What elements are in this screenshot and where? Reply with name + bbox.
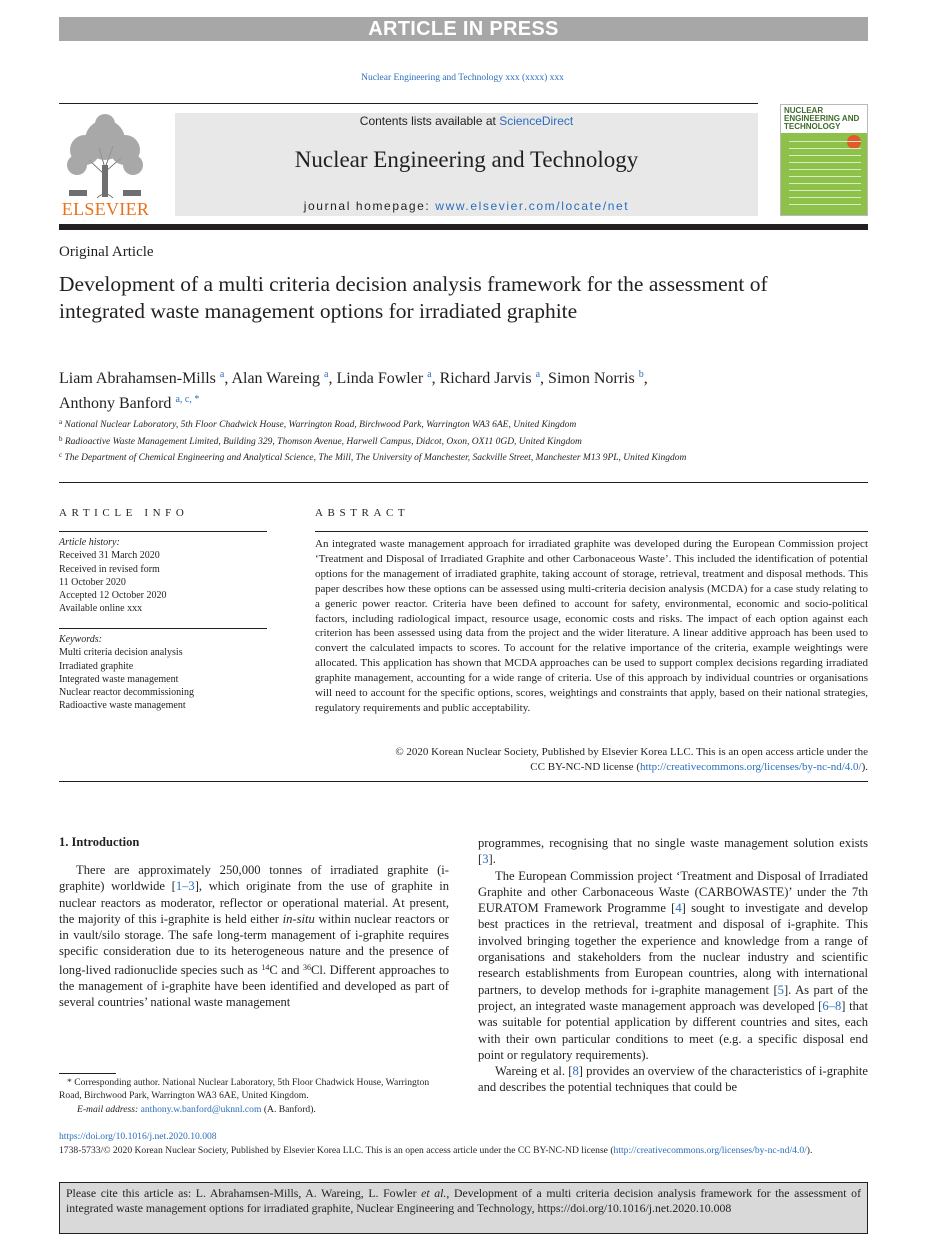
homepage-line xyxy=(175,199,758,213)
article-info-heading: ARTICLE INFO xyxy=(59,507,189,519)
keyword-item: Radioactive waste management xyxy=(59,700,186,712)
text-run: Cl. Different approaches to the management of i-graphite have been identified and developed as part of several countries’ national waste management xyxy=(59,962,449,1010)
keywords xyxy=(59,633,267,713)
author-name[interactable]: Linda Fowler xyxy=(336,370,424,387)
doi-url[interactable]: https://doi.org/10.1016/j.net.2020.10.008 xyxy=(59,1131,217,1142)
contents-line xyxy=(175,114,758,128)
cover-title: NUCLEAR ENGINEERING AND TECHNOLOGY xyxy=(784,106,860,131)
author-name[interactable]: Richard Jarvis xyxy=(439,370,532,387)
info-rule xyxy=(59,531,267,532)
history-line: Received 31 March 2020 xyxy=(59,550,160,562)
text-run: ] that was suitable for potential application by different countries and sites, each with their own particular conditions to meet (e.g. a specific disposal end point or regulatory requirements). xyxy=(478,998,868,1062)
superscript: 36 xyxy=(302,962,311,972)
citation-link[interactable]: 5 xyxy=(777,982,784,997)
article-title: Development of a multi criteria decision analysis framework for the assessment of integrated waste management options for irradiated graphite xyxy=(59,272,768,323)
header-bottom-rule xyxy=(59,224,868,230)
author-affiliation-mark[interactable]: a xyxy=(535,369,541,380)
sciencedirect-link[interactable]: ScienceDirect xyxy=(499,114,574,128)
text-run: The European Commission project ‘Treatment and Disposal of Irradiated Graphite and other Carbonaceous Waste (CARBOWASTE)’ under the 7th EURATOM Framework Programme [ xyxy=(478,868,868,916)
author-name[interactable]: Simon Norris xyxy=(548,370,635,387)
text-run: Wareing et al. [ xyxy=(495,1064,573,1079)
footnote-email-line xyxy=(59,1103,449,1116)
citation-link[interactable]: 4 xyxy=(675,901,682,916)
author-list: Liam Abrahamsen-Mills $^a$, Alan Wareing $^a$, Linda Fowler $^a$, Richard Jarvis $^a$, Simon Norris $^b$, Anthony Banford $^{a, c, *}$ xyxy=(59,369,648,412)
author-affiliation-mark[interactable]: a xyxy=(427,369,432,380)
copyright-end: ). xyxy=(861,760,868,773)
text-run: ] provides an overview of the characteristics of i-graphite and describes the potential techniques that could be xyxy=(478,1064,869,1095)
citation-link[interactable]: 8 xyxy=(572,1064,579,1079)
affiliation-item xyxy=(59,433,759,450)
journal-title: Nuclear Engineering and Technology xyxy=(294,147,639,172)
cover-toc-lines xyxy=(789,141,861,211)
text-run: ]. xyxy=(488,852,496,867)
corresponding-author-footnote xyxy=(59,1076,449,1116)
issn-suffix: ). xyxy=(806,1145,813,1156)
abstract-copyright xyxy=(315,745,868,775)
intro-paragraph-3 xyxy=(478,1063,868,1096)
article-history xyxy=(59,536,267,616)
text-run: programmes, recognising that no single waste management solution exists [ xyxy=(478,836,868,867)
article-in-press-banner: ARTICLE IN PRESS xyxy=(59,17,868,41)
keyword-item: Irradiated graphite xyxy=(59,660,134,672)
keyword-item: Multi criteria decision analysis xyxy=(59,647,183,659)
citation-link[interactable]: 6–8 xyxy=(822,998,842,1013)
issn-license-line xyxy=(59,1144,868,1157)
history-line: 11 October 2020 xyxy=(59,576,126,588)
copyright-line-2 xyxy=(315,760,868,775)
issn-license-link[interactable]: http://creativecommons.org/licenses/by-nc-nd/4.0/ xyxy=(613,1145,807,1156)
affiliation-item xyxy=(59,449,759,466)
abstract-text: An integrated waste management approach for irradiated graphite was developed during the European Commission project ‘Treatment and Disposal of Irradiated Graphite and other Carbonaceous Waste’. This included the identification of potential options for the management of irradiated graphite, taking account of storage, retrieval, treatment and disposal methods. This paper describes how these options can be assessed using multi-criteria decision analysis (MCDA) for a case study relating to a generic power reactor. Criteria have been defined to account for safety, environmental, economic and socio-political factors, including radiological impact, resource usage, economic costs and risks. The impact of each option against each criterion has been assessed using data from the project and the wider literature. A linear additive approach has been used to convert the calculated impacts to scores. To account for the relative importance of the criteria, example weightings were allocated. This application has shown that MCDA approaches can be used to support complex decisions regarding irradiated graphite management, accounting for a wide range of criteria. Use of this approach by individual countries or organisations will need to account for the specific options, scores, weightings and constraints that apply, based on their national strategies, regulatory requirements and public acceptability. xyxy=(315,538,868,714)
citation-link[interactable]: 3 xyxy=(482,852,489,867)
copyright-prefix: CC BY-NC-ND license ( xyxy=(530,760,640,773)
author-affiliation-mark[interactable]: b xyxy=(638,369,644,380)
license-link[interactable]: http://creativecommons.org/licenses/by-nc-nd/4.0/ xyxy=(639,760,862,773)
keyword-item: Integrated waste management xyxy=(59,673,179,685)
author-affiliation-mark[interactable]: a, c, * xyxy=(175,394,200,405)
footnote-rule xyxy=(59,1073,116,1074)
cite-etal: et al. xyxy=(421,1186,447,1200)
rule-abstract-bottom xyxy=(59,781,868,782)
history-label: Article history: xyxy=(59,537,120,548)
text-run: C and xyxy=(269,962,303,977)
cite-prefix: Please cite this article as: L. Abrahamsen-Mills, A. Wareing, L. Fowler xyxy=(66,1186,422,1200)
affiliation-key: b xyxy=(59,434,63,443)
email-label: E-mail address: xyxy=(77,1103,141,1115)
author-affiliation-mark[interactable]: a xyxy=(324,369,329,380)
affiliation-key: a xyxy=(59,418,63,426)
affiliation-key: c xyxy=(59,451,63,459)
abstract-rule xyxy=(315,531,868,532)
history-line: Available online xxx xyxy=(59,603,143,615)
journal-header-box xyxy=(175,113,758,216)
intro-paragraph-1 xyxy=(59,862,449,1011)
author-name[interactable]: Liam Abrahamsen-Mills xyxy=(59,370,216,387)
intro-paragraph-2 xyxy=(478,868,868,1064)
keyword-item: Nuclear reactor decommissioning xyxy=(59,687,194,699)
copyright-line-1: © 2020 Korean Nuclear Society, Published by Elsevier Korea LLC. This is an open access article under the xyxy=(395,746,868,758)
affiliations xyxy=(59,416,759,466)
superscript: 14 xyxy=(261,962,270,972)
keywords-rule xyxy=(59,628,267,629)
history-line: Accepted 12 October 2020 xyxy=(59,590,167,602)
affiliation-text: National Nuclear Laboratory, 5th Floor Chadwick House, Warrington Road, Birchwood Park, Warrington WA3 6AE, United Kingdom xyxy=(64,420,577,430)
issn-prefix: 1738-5733/© 2020 Korean Nuclear Society, Published by Elsevier Korea LLC. This is an open access article under the CC BY-NC-ND license ( xyxy=(59,1145,614,1156)
text-run: ] sought to investigate and develop best practices in the retrieval, treatment and disposal of i-graphite. This involved bringing together the experience and knowledge from a range of organisations and stakeholders from the nuclear industry and scientific research establishments from European countries, along with international partners, to develop methods for i-graphite management [ xyxy=(478,901,868,997)
journal-reference[interactable]: Nuclear Engineering and Technology xxx (xxxx) xxx xyxy=(361,73,564,83)
text-run: within nuclear reactors or in vault/silo storage. The safe long-term management of i-graphite requires specific consideration due to its heterogeneous nature and the presence of long-lived radionuclide species such as xyxy=(59,911,449,977)
author-affiliation-mark[interactable]: a xyxy=(219,369,225,380)
keywords-label: Keywords: xyxy=(59,634,102,645)
header-top-rule xyxy=(59,103,758,104)
text-run: in-situ xyxy=(282,911,315,926)
cite-rest: , Development of a multi criteria decision analysis framework for the assessment of integrated waste management options for irradiated graphite, Nuclear Engineering and Technology, https://doi.org/10.1016/j.net.2020.10.008 xyxy=(66,1186,861,1216)
footnote-corresponding: * Corresponding author. National Nuclear Laboratory, 5th Floor Chadwick House, Warrington Road, Birchwood Park, Warrington WA3 6AE, United Kingdom. xyxy=(59,1077,430,1102)
article-type: Original Article xyxy=(59,244,154,260)
citation-box xyxy=(59,1182,868,1234)
abstract-heading: ABSTRACT xyxy=(315,507,410,519)
affiliation-item xyxy=(59,416,759,433)
email-suffix: (A. Banford). xyxy=(261,1103,316,1115)
doi-link[interactable] xyxy=(59,1131,217,1142)
author-name[interactable]: Anthony Banford xyxy=(59,395,172,412)
author-name[interactable]: Alan Wareing xyxy=(231,370,321,387)
text-run: ], which originate from the use of graphite in nuclear reactors as moderator, reflector or operational material. At present, the majority of this i-graphite is held either xyxy=(59,879,449,926)
affiliation-text: Radioactive Waste Management Limited, Building 329, Thomson Avenue, Harwell Campus, Didcot, Oxon, OX11 0GD, United Kingdom xyxy=(64,436,582,447)
email-link[interactable]: anthony.w.banford@uknnl.com xyxy=(140,1103,262,1115)
homepage-prefix: journal homepage: xyxy=(303,199,436,213)
contents-prefix: Contents lists available at xyxy=(359,114,500,128)
section-heading-introduction: 1. Introduction xyxy=(59,835,140,849)
text-run: There are approximately 250,000 tonnes of irradiated graphite (i-graphite) worldwide [ xyxy=(59,863,449,894)
text-run: ]. As part of the project, an integrated waste management approach was developed [ xyxy=(478,982,868,1013)
journal-cover-thumbnail[interactable] xyxy=(780,104,868,216)
intro-paragraph-1-continued xyxy=(478,835,868,868)
history-line: Received in revised form xyxy=(59,563,160,575)
citation-link[interactable]: 1–3 xyxy=(175,879,195,894)
body-column-left xyxy=(59,835,449,1011)
affiliation-text: The Department of Chemical Engineering and Analytical Science, The Mill, The University of Manchester, Sackville Street, Manchester M13 9PL, United Kingdom xyxy=(64,453,687,463)
homepage-link[interactable]: www.elsevier.com/locate/net xyxy=(435,199,630,213)
body-column-right xyxy=(478,835,868,1096)
publisher-wordmark: ELSEVIER xyxy=(61,199,150,219)
rule-info-top xyxy=(59,482,868,483)
